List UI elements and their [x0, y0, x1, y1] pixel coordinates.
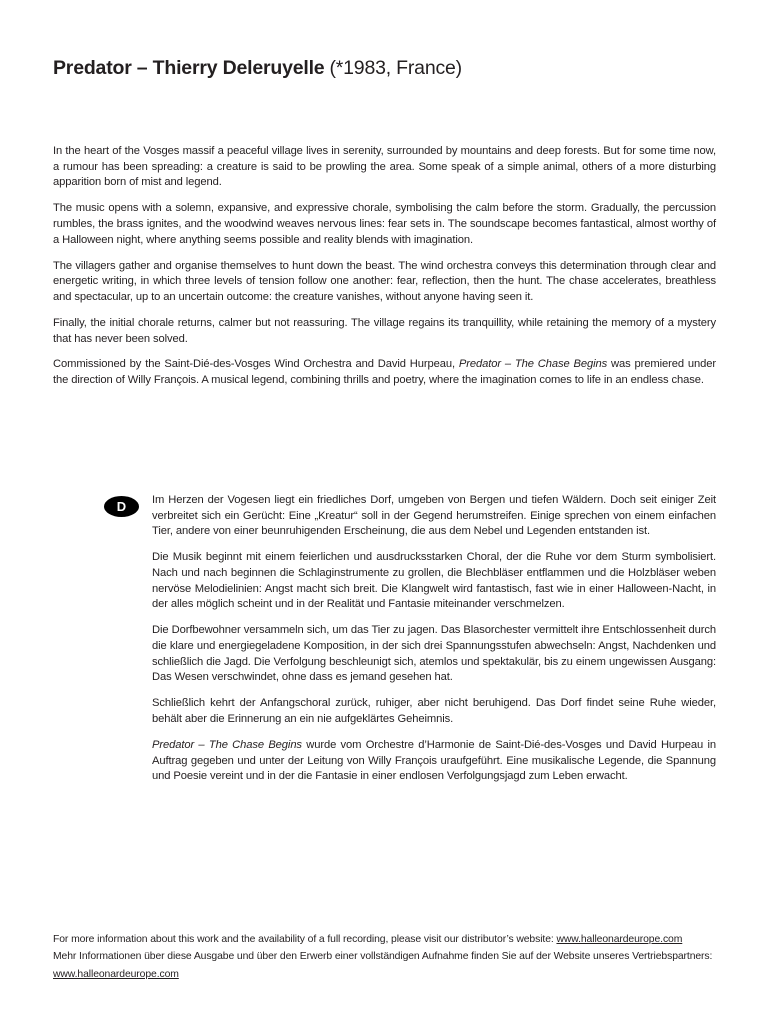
english-paragraph-5-text: Commissioned by the Saint-Dié-des-Vosges Wind Orchestra and David Hurpeau, — [53, 358, 459, 371]
distributor-website-link-english[interactable]: www.halleonardeurope.com — [556, 934, 683, 945]
english-paragraph-1: In the heart of the Vosges massif a peaceful village lives in serenity, surrounded by mountains and deep forests. But for some time now, a rumour has been spreading: a creature is said to be prowling the area. Some speak of a simple animal, others of a more disturbing apparition born of mist and legend. — [53, 145, 716, 189]
english-paragraph-5 — [53, 357, 716, 388]
english-paragraph-2: The music opens with a solemn, expansive, and expressive chorale, symbolising the calm before the storm. Gradually, the percussion rumbles, the brass ignites, and the woodwind weaves nervous lines: fear sets in. The soundscape becomes fantastical, almost worthy of a Halloween night, where anything seems possible and reality blends with imagination. — [53, 202, 716, 246]
page-title — [53, 56, 462, 80]
distributor-website-link-german[interactable]: www.halleonardeurope.com — [53, 968, 179, 980]
distributor-footer — [53, 931, 723, 983]
german-paragraph-1: Im Herzen der Vogesen liegt ein friedliches Dorf, umgeben von Bergen und tiefen Wäldern. Doch seit einiger Zeit verbreitet sich ein Gerücht: Eine „Kreatur“ soll in der Gegend herumstreifen. Einige sprechen von einem einfachen Tier, andere von einer beunruhigenden Erscheinung, die aus dem Nebel und Legenden entstanden ist. — [152, 494, 716, 538]
english-paragraph-3: The villagers gather and organise themselves to hunt down the beast. The wind orchestra conveys this determination through clear and energetic writing, in which three levels of tension follow one another: fear, reflection, then the hunt. The chase accelerates, breathless and spectacular, up to an uncertain outcome: the creature vanishes, without anyone having seen it. — [53, 259, 716, 303]
composer-birth-year-country: (*1983, France) — [329, 57, 462, 79]
footer-line-english — [53, 931, 723, 948]
german-paragraph-4: Schließlich kehrt der Anfangschoral zurück, ruhiger, aber nicht beruhigend. Das Dorf findet seine Ruhe wieder, behält aber die Erinnerung an ein nie aufgeklärtes Geheimnis. — [152, 697, 716, 725]
german-paragraph-5 — [152, 738, 716, 785]
german-text-block — [152, 493, 716, 785]
footer-line-german-link — [53, 966, 723, 983]
footer-line-german: Mehr Informationen über diese Ausgabe und über den Erwerb einer vollständigen Aufnahme finden Sie auf der Website unseres Vertriebspartners: — [53, 951, 713, 963]
footer-english-text: For more information about this work and the availability of a full recording, please visit our distributor’s website: — [53, 934, 557, 945]
english-paragraph-4: Finally, the initial chorale returns, calmer but not reassuring. The village regains its tranquillity, while retaining the memory of a mystery that has never been solved. — [53, 316, 716, 345]
english-paragraph-5-continuation: was premiered under the direction of Willy François. A musical legend, combining thrills and poetry, where the imagination comes to life in an endless chase. — [53, 358, 716, 387]
german-language-badge: D — [104, 496, 139, 517]
work-title-and-composer: Predator – Thierry Deleruyelle — [53, 57, 325, 79]
work-title-italic: Predator – The Chase Begins — [152, 738, 302, 751]
german-program-note — [104, 493, 716, 785]
english-program-note — [53, 144, 716, 389]
german-paragraph-3: Die Dorfbewohner versammeln sich, um das Tier zu jagen. Das Blasorchester vermittelt ihre Entschlossenheit durch die klare und energiegeladene Komposition, in der sich drei Spannungsstufen abwechseln: Angst, Nachdenken und schließlich die Jagd. Die Verfolgung beschleunigt sich, atemlos und spektakulär, bis zu einem ungewissen Ausgang: Das Wesen verschwindet, ohne dass es jemand gesehen hat. — [152, 624, 716, 684]
work-title-italic: Predator – The Chase Begins — [458, 358, 608, 371]
german-paragraph-5-continuation: wurde vom Orchestre d’Harmonie de Saint-Dié-des-Vosges und David Hurpeau in Auftrag gegeben und unter der Leitung von Willy François uraufgeführt. Eine musikalische Legende, die Spannung und Poesie vereint und in der die Fantasie in einer endlosen Verfolgungsjagd zum Leben erwacht. — [152, 738, 716, 783]
german-paragraph-2: Die Musik beginnt mit einem feierlichen und ausdrucksstarken Choral, der die Ruhe vor dem Sturm symbolisiert. Nach und nach beginnen die Schlaginstrumente zu grollen, die Blechbläser entflammen und die Holzbläser weben nervöse Melodielinien: Angst macht sich breit. Die Klangwelt wird fantastisch, fast wie in einer Halloween-Nacht, in der alles möglich scheint und in der Realität und Fantasie miteinander verschmelzen. — [152, 551, 716, 611]
